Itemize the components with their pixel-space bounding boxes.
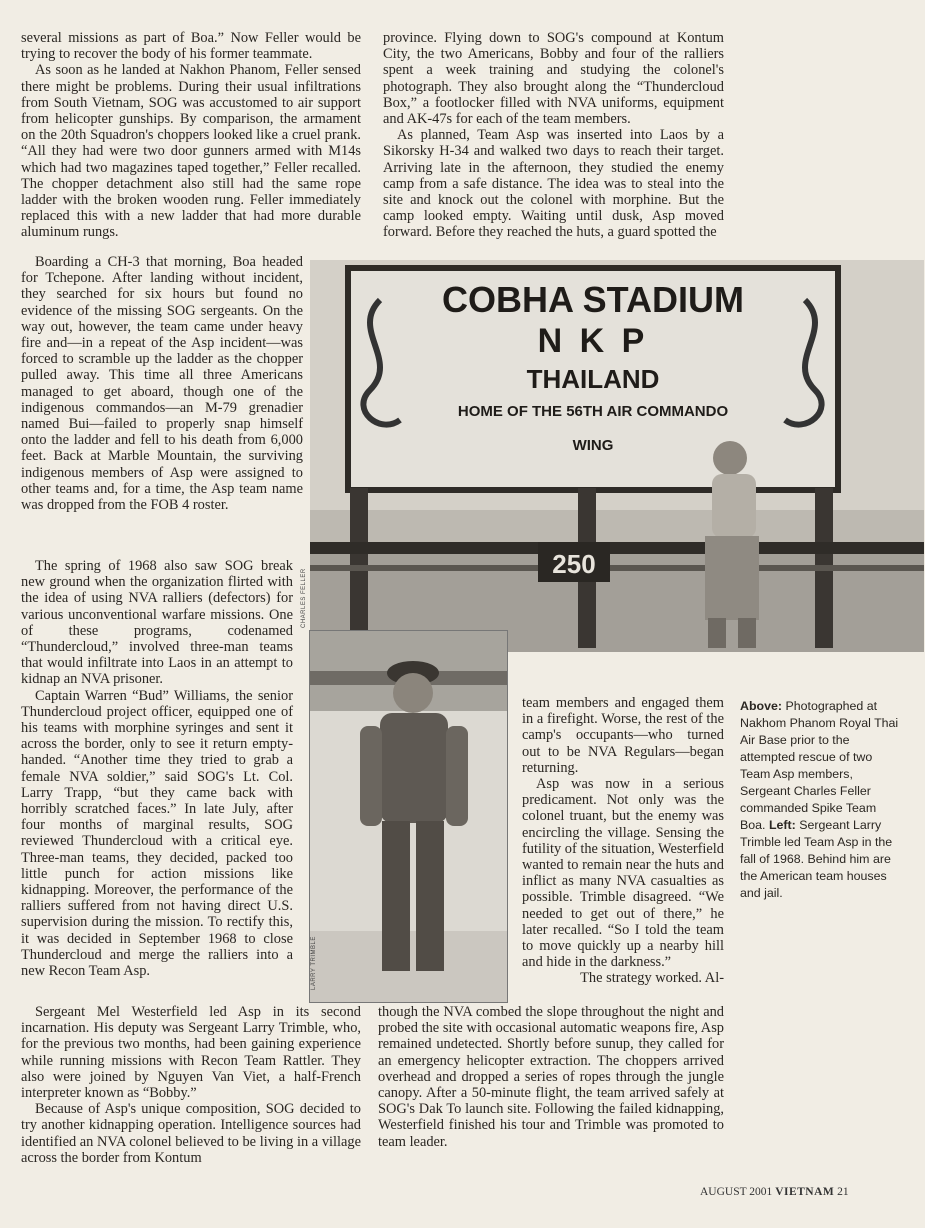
sign-nkp-text: N K P [537,322,649,360]
column-1-bottom [21,1004,361,1166]
paragraph: province. Flying down to SOG's compound at Kontum City, the two Americans, Bobby and four of the ralliers spent a week training and studying the colonel's photograph. They also brought along the “Thundercloud Box,” a footlocker filled with NVA uniforms, equipment and AK-47s for each of the team members. [383,30,724,128]
column-2-middle [522,695,724,987]
sign-home-text: HOME OF THE 56TH AIR COMMANDO [457,403,729,420]
paragraph: Asp was now in a serious predicament. Not only was the colonel truant, but the enemy was encircling the village. Sensing the futility of the situation, Westerfield wanted to remain near the huts and inflict as many NVA casualties as possible. Trimble disagreed. “We needed to get out of there,” he later recalled. “So I told the team to move quickly up a nearby hill and hide in the darkness.” [522,776,725,971]
column-2-bottom [378,1004,724,1150]
sign-wing-text: WING [572,437,614,454]
paragraph: Captain Warren “Bud” Williams, the senior Thundercloud project officer, equipped one of his teams with morphine syringes and sent it across the border, only to see it return empty-handed. “Another time they tried to grab a female NVA soldier,” said SOG's Lt. Col. Larry Trapp, “but they came back with horribly scratched faces.” In late July, after four months of marginal results, SOG reviewed Thundercloud with a critical eye. Three-man teams, they decided, packed too little punch for action missions like kidnapping. Moreover, the performance of the ralliers suffered from not having direct U.S. supervision during the mission. To rectify this, it was decided in September 1968 to close Thundercloud and merge the ralliers into a new Recon Team Asp. [21,687,293,980]
page-footer [700,1186,849,1198]
photo-illustration [310,631,507,1002]
paragraph: team members and engaged them in a firefight. Worse, the rest of the camp's occupants—who turned out to be NVA Regulars—began returning. [522,695,724,776]
paragraph: As planned, Team Asp was inserted into Laos by a Sikorsky H-34 and walked two days to reach their target. Arriving late in the afternoon, they studied the enemy camp from a safe distance. The idea was to steal into the site and knock out the colonel with morphine. But the camp looked empty. Waiting until dusk, Asp moved forward. Before they reached the huts, a guard spotted the [383,127,724,241]
photo-larry-trimble [309,630,508,1003]
column-1-wrap [21,254,303,513]
paragraph: The spring of 1968 also saw SOG break new ground when the organization flirted with the idea of using NVA ralliers (defectors) for various unconventional warfare missions. One of these programs, codenamed “Thundercloud,” involved three-man teams that would infiltrate into Laos in an attempt to kidnap an NVA prisoner. [21,558,293,688]
magazine-name: VIETNAM [775,1186,835,1198]
column-2-top [383,30,724,241]
paragraph: several missions as part of Boa.” Now Feller would be trying to recover the body of his former teammate. [21,30,361,63]
column-1-top [21,30,361,241]
page-number: 21 [837,1186,849,1198]
photo-illustration [310,260,924,652]
caption-above-text: Photographed at Nakhom Phanom Royal Thai Air Base prior to the attempted rescue of two Team Asp members, Sergeant Charles Feller commanded Spike Team Boa. [740,699,899,832]
paragraph: though the NVA combed the slope throughout the night and probed the site with occasional automatic weapons fire, Asp remained undetected. Shortly before sunup, they called for an emergency helicopter extraction. The choppers arrived overhead and dropped a series of ropes through the jungle canopy. After a 50-minute flight, the team arrived safely at SOG's Dak To launch site. Following the failed kidnapping, Westerfield finished his tour and Trimble was promoted to team leader. [378,1004,724,1150]
column-1-beside-photo [21,558,293,979]
photo-cobra-stadium [310,260,924,652]
paragraph: As soon as he landed at Nakhon Phanom, Feller sensed there might be problems. During their usual infiltrations from South Vietnam, SOG was accustomed to air support from helicopter gunships. By comparison, the armament on the 20th Squadron's choppers looked like a cruel prank. “All they had were two door gunners armed with M14s which had two magazines taped together,” Feller recalled. The chopper detachment also still had the same rope ladder with the broken wooden rung. Feller immediately replaced this with a new ladder that had more durable aluminum rungs. [21,62,361,241]
caption-above-label: Above: [740,699,782,713]
paragraph: Boarding a CH-3 that morning, Boa headed for Tchepone. After landing without incident, they searched for six hours but found no evidence of the missing SOG sergeants. On the way out, however, the team came under heavy fire and—in a repeat of the Asp incident—was forced to scramble up the ladder as the chopper pulled away. This time all three Americans managed to get aboard, though one of the indigenous commandos—an M-79 grenadier named Bui—failed to properly snap himself onto the ladder and fell to his death from 6,000 feet. Back at Marble Mountain, the surviving indigenous members of Asp were assigned to other teams and, for a time, the Asp team name was dropped from the FOB 4 roster. [21,254,303,514]
caption-left-label: Left: [768,818,796,832]
paragraph: Because of Asp's unique composition, SOG decided to try another kidnapping operation. Intelligence sources had identified an NVA colonel believed to be living in a village across the border from Kontum [21,1101,361,1166]
paragraph: The strategy worked. Al- [580,970,724,987]
sign-thailand-text: THAILAND [526,364,660,394]
issue-date: AUGUST 2001 [700,1186,773,1198]
plaque-number: 250 [552,549,596,579]
caption-left-text: Sergeant Larry Trimble led Team Asp in the fall of 1968. Behind him are the American team houses and jail. [740,818,893,900]
sign-arc-text: COBHA STADIUM [442,279,744,320]
photo-credit-top: CHARLES FELLER [301,568,307,628]
photo-caption [740,698,905,902]
photo-credit-left: LARRY TRIMBLE [311,936,317,990]
paragraph: Sergeant Mel Westerfield led Asp in its second incarnation. His deputy was Sergeant Larry Trimble, who, for the previous two months, had been gaining experience while running missions with Recon Team Rattler. They also were joined by Nguyen Van Viet, a half-French interpreter known as “Bobby.” [21,1004,361,1102]
